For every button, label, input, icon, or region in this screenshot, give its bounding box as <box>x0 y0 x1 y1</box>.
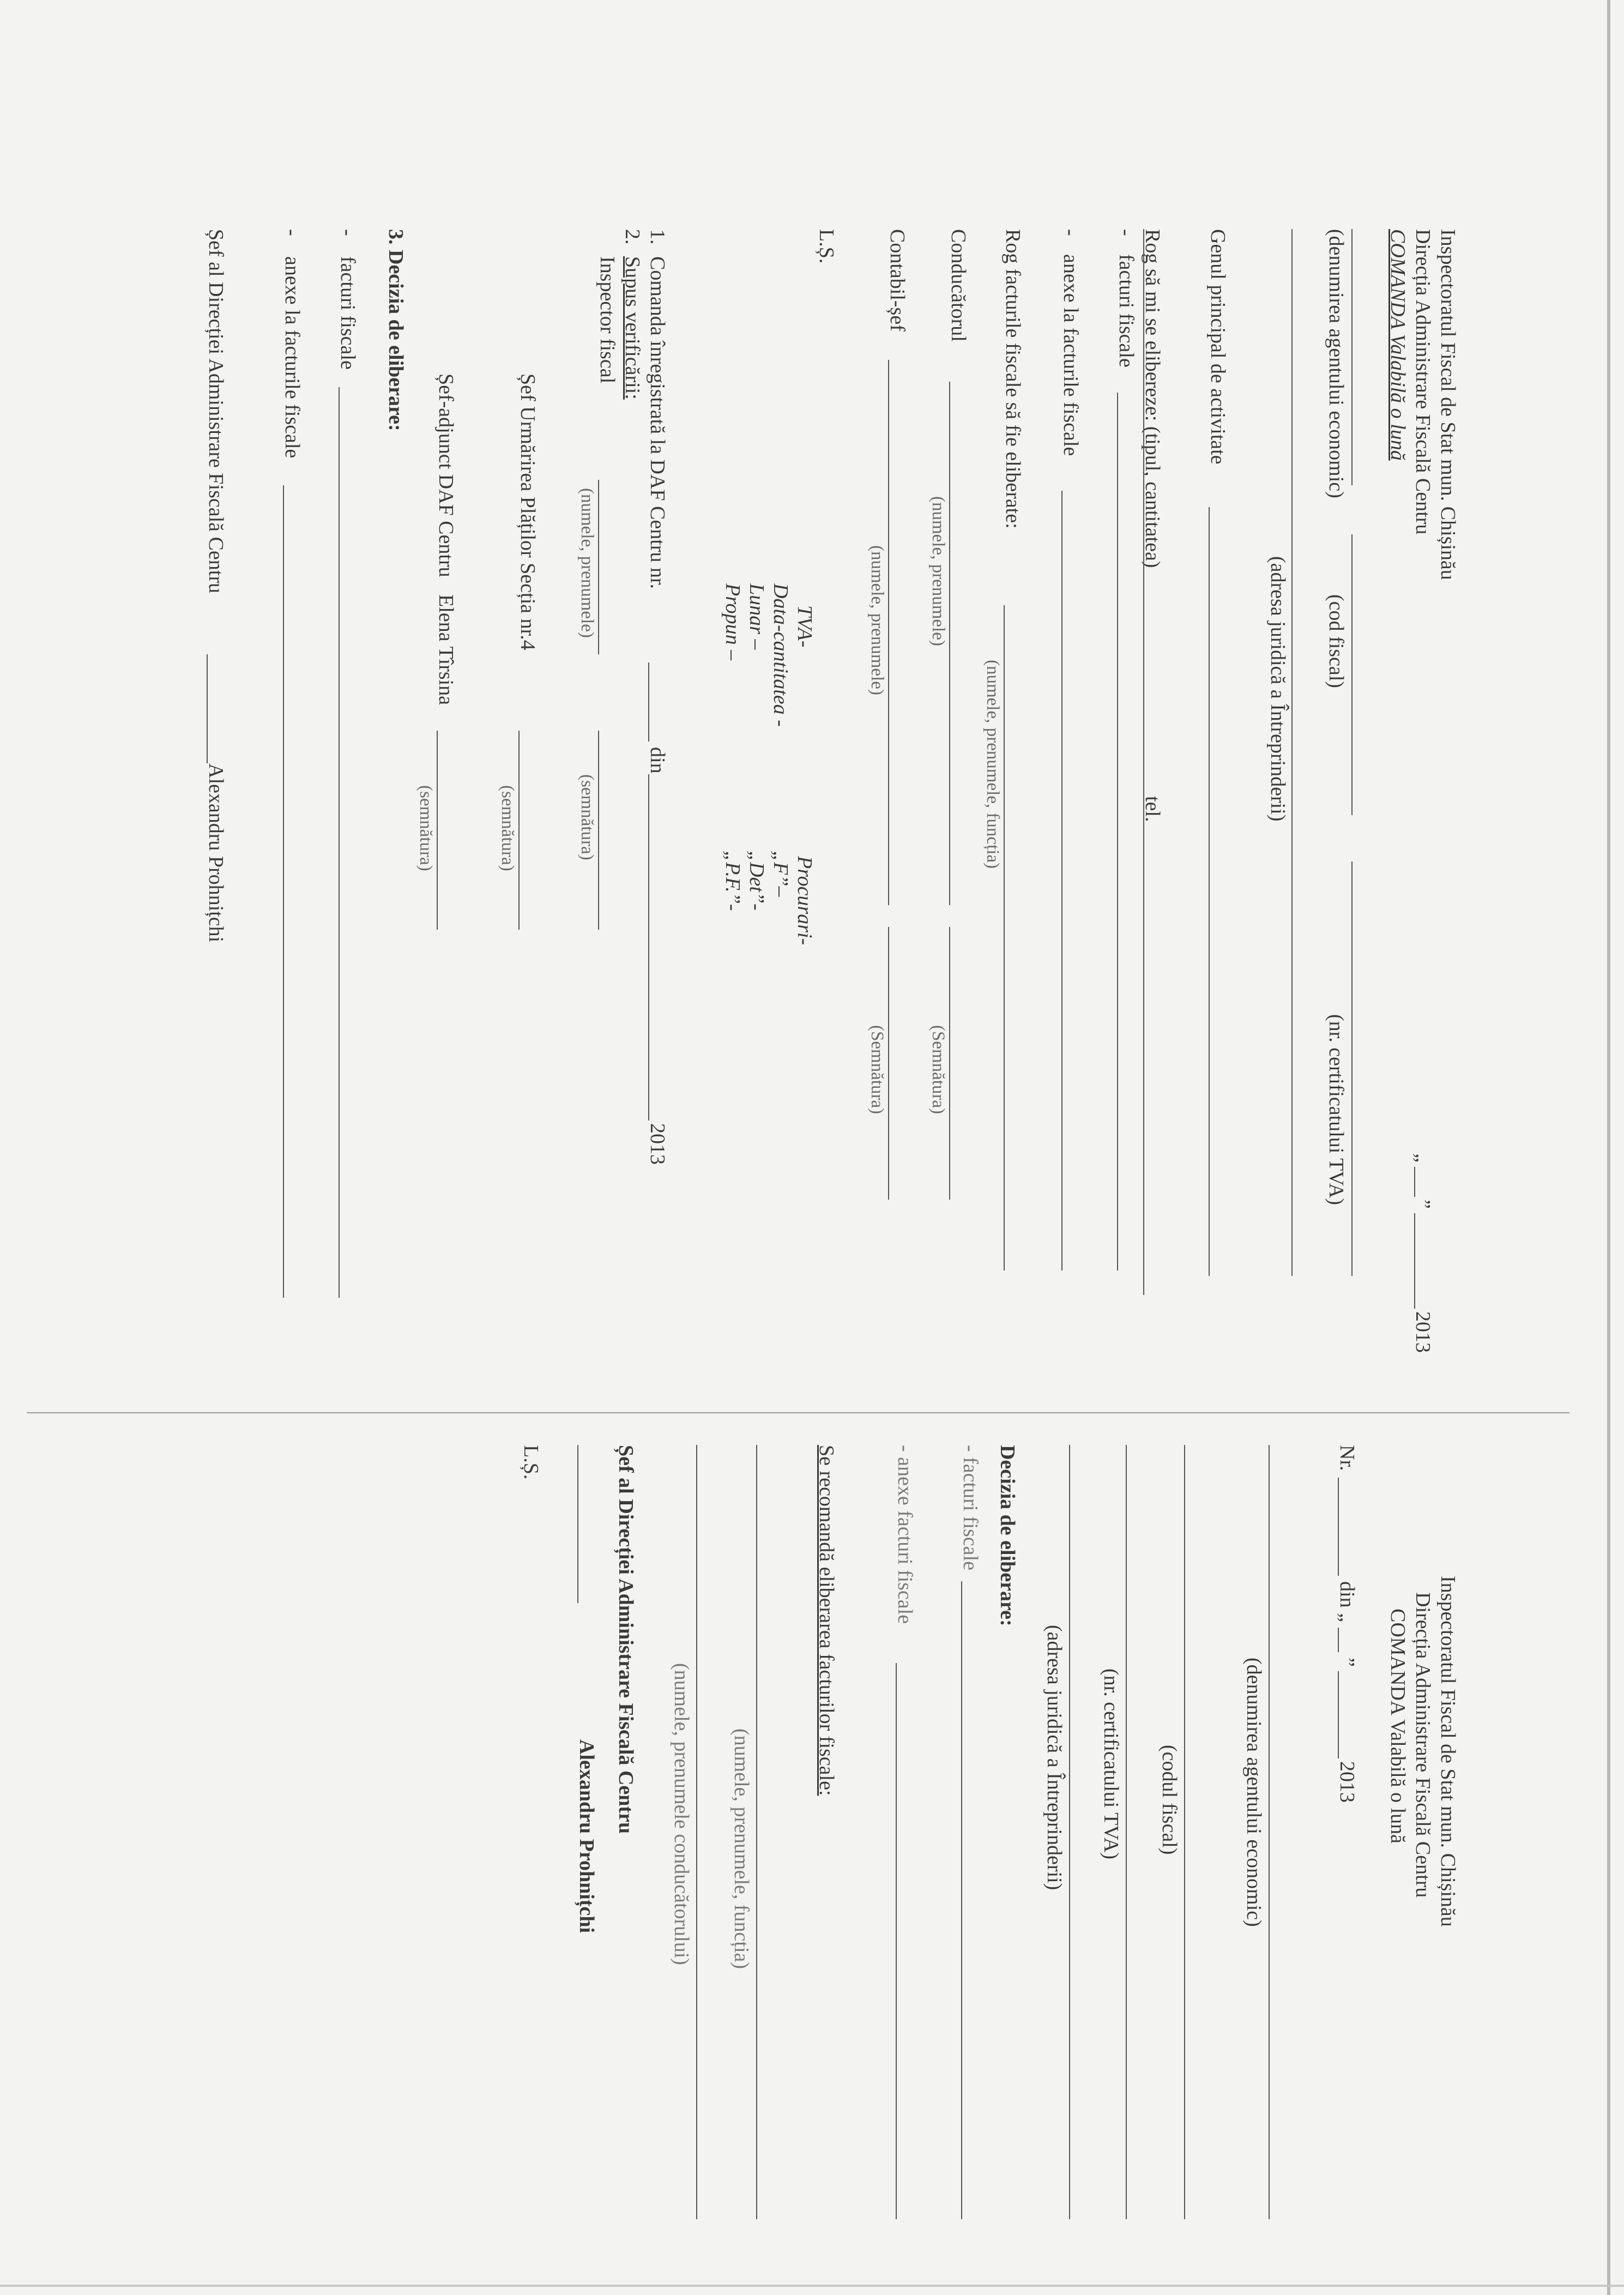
left-item1-din: din <box>646 747 669 774</box>
left-tva-line: Propun – <box>721 583 744 661</box>
left-contabil-sign-line[interactable] <box>888 927 889 1200</box>
left-form-title: COMANDA Valabilă o lună <box>1386 229 1409 461</box>
right-nr-line[interactable] <box>1338 1478 1339 1576</box>
left-sef-adjunct-name: Elena Tîrsina <box>434 594 457 705</box>
left-decizia-facturi-line[interactable] <box>339 387 340 1298</box>
right-recomanda-line2[interactable] <box>696 1445 697 2219</box>
left-conducator-sign-line[interactable] <box>949 927 950 1200</box>
left-procurari-line: „F”– <box>769 851 792 897</box>
left-date-quote-open: „ <box>1411 1153 1434 1162</box>
left-inspector-name-line[interactable] <box>598 480 599 654</box>
left-item2-num: 2. <box>621 229 644 245</box>
right-cod-fiscal-label: (codul fiscal) <box>1158 1745 1181 1855</box>
left-facturi-fiscale: facturi fiscale <box>1115 254 1138 368</box>
halves-divider <box>27 1412 1569 1413</box>
left-cert-tva-line[interactable] <box>1351 862 1353 1276</box>
right-address-line[interactable] <box>1069 1445 1070 2219</box>
right-year: 2013 <box>1336 1761 1359 1803</box>
left-procurari-line: Procurari- <box>793 856 816 945</box>
left-item1-nr-line[interactable] <box>648 662 649 742</box>
left-sef-directie: Șef al Direcției Administrare Fiscală Centru <box>204 229 227 593</box>
right-nr: Nr. <box>1336 1445 1359 1471</box>
right-anexe-line[interactable] <box>896 1663 897 2219</box>
left-bullet: - <box>1059 229 1082 236</box>
left-sef-adjunct: Șef-adjunct DAF Centru <box>434 374 457 577</box>
right-nume-functia-label: (numele, prenumele, funcția) <box>730 1728 753 1969</box>
left-cod-fiscal-label: (cod fiscal) <box>1325 594 1348 688</box>
right-nume-conducator-label: (numele, prenumele conducătorului) <box>670 1663 693 1965</box>
right-month-line[interactable] <box>1338 1671 1339 1758</box>
left-date-day-line[interactable] <box>1414 1167 1415 1197</box>
left-agent-label: (denumirea agentului economic) <box>1325 229 1348 498</box>
right-address-label: (adresa juridică a Întreprinderii) <box>1043 1625 1066 1890</box>
left-procurari-line: „P.F.”- <box>721 851 744 911</box>
left-conducator-name-line[interactable] <box>949 382 950 905</box>
left-agent-name-line[interactable] <box>1351 229 1353 485</box>
left-sef-directie-name: Alexandru Prohnițchi <box>204 763 227 943</box>
left-item1-year: 2013 <box>646 1123 669 1165</box>
right-facturi-fiscale: - facturi fiscale <box>959 1445 982 1570</box>
left-conducatorul: Conducătorul <box>947 229 970 342</box>
right-din: din „ <box>1336 1581 1359 1622</box>
left-item1: Comanda înregistrată la DAF Centru nr. <box>646 256 669 589</box>
right-sef-directie-name: Alexandru Prohnițchi <box>575 1739 598 1933</box>
left-contabil-name-line[interactable] <box>888 360 889 905</box>
left-bullet: - <box>1115 229 1138 236</box>
left-nume-label: (numele, prenumele) <box>867 545 887 695</box>
left-anexe-facturi: anexe la facturile fiscale <box>281 256 304 459</box>
left-semnatura-label: (semnătura) <box>416 785 436 871</box>
left-item2: Supus verificării: <box>621 256 644 400</box>
left-date-month-line[interactable] <box>1414 1213 1415 1309</box>
left-rog-elibereze: Rog să mi se elibereze: (tipul, cantitatea) <box>1141 229 1164 568</box>
left-org-line1: Inspectoratul Fiscal de Stat mun. Chișinău <box>1436 229 1459 580</box>
right-se-recomanda: Se recomandă eliberarea facturilor fiscale: <box>815 1445 838 1796</box>
left-decizia: 3. Decizia de eliberare: <box>384 229 407 431</box>
right-org-line1: Inspectoratul Fiscal de Stat mun. Chișinău <box>1436 1576 1459 1927</box>
left-semnatura-label: (semnătura) <box>498 785 517 871</box>
right-sef-directie: Șef al Direcției Administrare Fiscală Centru <box>614 1445 637 1834</box>
left-tel-label: tel. <box>1141 796 1164 822</box>
left-inspector-sign-line[interactable] <box>598 731 599 930</box>
left-tva-line: Lunar – <box>745 583 768 650</box>
left-nume-functia-label: (numele, prenumele, funcția) <box>983 660 1003 869</box>
left-procurari-line: „Det”- <box>745 851 768 911</box>
right-cert-tva-label: (nr. certificatului TVA) <box>1100 1668 1122 1859</box>
left-facturi-line[interactable] <box>1117 393 1118 1270</box>
right-cod-fiscal-line[interactable] <box>1184 1445 1185 2219</box>
right-agent-name-line[interactable] <box>1269 1445 1270 2219</box>
left-nume-label: (numele, prenumele) <box>928 496 948 646</box>
left-ls-stamp: L.Ș. <box>815 229 838 264</box>
left-activity-line[interactable] <box>1209 507 1210 1276</box>
left-cod-fiscal-line[interactable] <box>1351 534 1353 815</box>
left-anexe-facturi: anexe la facturile fiscale <box>1059 254 1082 456</box>
right-cert-tva-line[interactable] <box>1126 1445 1127 2219</box>
right-agent-label: (denumirea agentului economic) <box>1242 1658 1265 1927</box>
left-contabil-sef: Contabil-șef <box>886 229 909 332</box>
left-tva-line: Data-cantitatea - <box>769 583 792 727</box>
left-anexe-line[interactable] <box>1061 491 1062 1270</box>
left-cert-tva-label: (nr. certificatului TVA) <box>1325 1014 1348 1205</box>
left-tva-line: TVA- <box>793 605 816 648</box>
left-activity-label: Genul principal de activitate <box>1206 229 1229 465</box>
left-sef-urmarire: Șef Urmărirea Plăților Secția nr.4 <box>516 374 539 650</box>
left-bullet: - <box>281 229 304 236</box>
left-semnatura-label: (Semnătura) <box>867 1025 887 1115</box>
right-sef-directie-sign-line[interactable] <box>577 1445 578 1603</box>
left-sef-directie-sign-line[interactable] <box>207 654 208 763</box>
right-facturi-line[interactable] <box>961 1581 962 2219</box>
left-semnatura-label: (semnătura) <box>577 774 597 860</box>
left-semnatura-label: (Semnătura) <box>928 1025 948 1115</box>
left-org-line2: Direcția Administrare Fiscală Centru <box>1411 229 1434 535</box>
left-rog-line[interactable] <box>1143 229 1144 1295</box>
left-date-quote-close: ” <box>1411 1200 1434 1209</box>
left-address-label: (adresa juridică a Întreprinderii) <box>1266 556 1289 822</box>
left-rog-eliberate: Rog facturile fiscale să fie eliberate: <box>1001 229 1024 529</box>
right-form-title: COMANDA Valabilă o lună <box>1386 1609 1409 1844</box>
right-ls-stamp: L.Ș. <box>520 1445 542 1480</box>
left-inspector-fiscal: Inspector fiscal <box>596 256 619 384</box>
left-sef-urmarire-sign-line[interactable] <box>518 731 520 930</box>
left-address-line[interactable] <box>1291 229 1293 1276</box>
right-org-line2: Direcția Administrare Fiscală Centru <box>1411 1592 1434 1898</box>
right-day-line[interactable] <box>1338 1628 1339 1652</box>
right-quote-close: ” <box>1336 1658 1359 1667</box>
left-item1-date-line[interactable] <box>648 774 649 1121</box>
right-decizia: Decizia de eliberare: <box>996 1445 1019 1627</box>
left-bullet: - <box>336 229 359 236</box>
left-sef-adjunct-sign-line[interactable] <box>437 731 438 930</box>
left-item1-num: 1. <box>646 229 669 245</box>
right-recomanda-line1[interactable] <box>756 1445 757 2219</box>
left-eliberate-line[interactable] <box>1004 605 1005 1270</box>
left-decizia-anexe-line[interactable] <box>283 485 284 1298</box>
right-anexe-facturi: - anexe facturi fiscale <box>893 1445 916 1624</box>
left-date-year: 2013 <box>1411 1311 1434 1353</box>
left-facturi-fiscale: facturi fiscale <box>336 256 359 370</box>
left-nume-label: (numele, prenumele) <box>577 488 597 638</box>
